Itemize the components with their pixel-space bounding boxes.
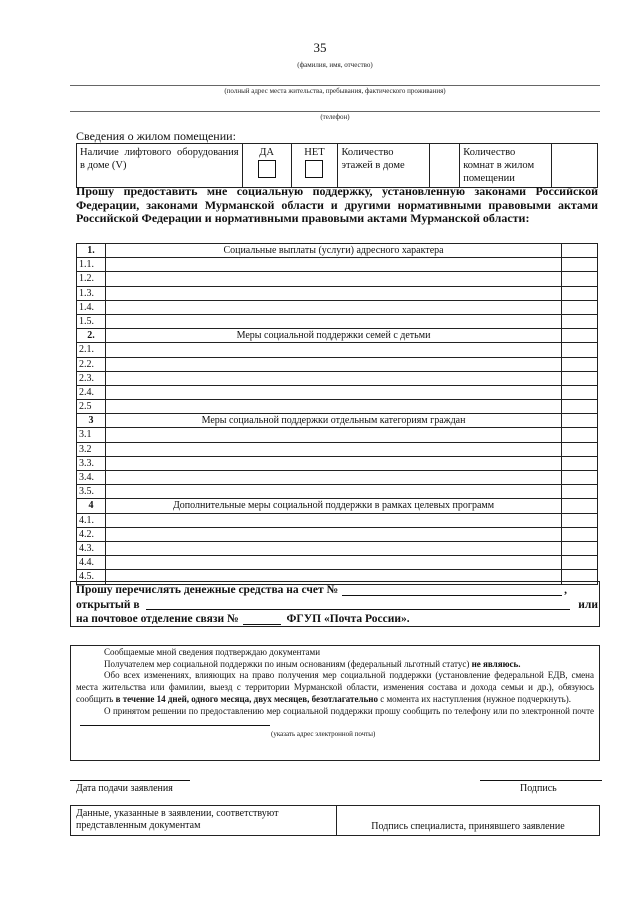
- item-mark-cell[interactable]: [562, 556, 598, 570]
- request-text: Прошу предоставить мне социальную поддержку, установленную законами Российской Федерации, законами Мурманской области и другими нормативными правовыми актами Российской Федерации и нормативными правовыми актами Мурманской области:: [76, 184, 598, 225]
- verification-text: Данные, указанные в заявлении, соответствуют представленным документам: [71, 806, 337, 836]
- item-number: 4.1.: [77, 513, 106, 527]
- item-text-cell[interactable]: [105, 272, 561, 286]
- address-line[interactable]: [70, 85, 600, 86]
- section-row: [77, 329, 598, 343]
- item-number: 3.4.: [77, 471, 106, 485]
- yes-label: ДА: [259, 147, 274, 158]
- item-number: 1.3.: [77, 286, 106, 300]
- section-number: 4: [77, 499, 106, 513]
- section-mark-cell[interactable]: [562, 329, 598, 343]
- item-number: 2.3.: [77, 371, 106, 385]
- item-number: 1.5.: [77, 314, 106, 328]
- item-row: [77, 286, 598, 300]
- notice-federal-bold: не являюсь.: [471, 658, 521, 669]
- notice-changes: [76, 670, 594, 705]
- item-text-cell[interactable]: [105, 371, 561, 385]
- phone-caption: (телефон): [320, 113, 350, 121]
- section-row: [77, 414, 598, 428]
- section-number: 1.: [77, 244, 106, 258]
- post-label: на почтовое отделение связи №: [76, 613, 239, 625]
- item-text-cell[interactable]: [105, 314, 561, 328]
- item-row: [77, 371, 598, 385]
- item-text-cell[interactable]: [105, 556, 561, 570]
- item-row: [77, 258, 598, 272]
- item-mark-cell[interactable]: [562, 442, 598, 456]
- item-mark-cell[interactable]: [562, 314, 598, 328]
- notice-federal: [76, 659, 594, 671]
- item-number: 2.2.: [77, 357, 106, 371]
- item-number: 3.3.: [77, 456, 106, 470]
- item-row: [77, 556, 598, 570]
- section-title: Дополнительные меры социальной поддержки в рамках целевых программ: [105, 499, 561, 513]
- item-number: 4.5.: [77, 570, 106, 584]
- notice-changes-tail: с момента их наступления (нужное подчеркнуть).: [377, 693, 572, 704]
- notice-confirm: Сообщаемые мной сведения подтверждаю документами: [104, 647, 321, 657]
- verification-table: [70, 805, 600, 836]
- section-mark-cell[interactable]: [562, 244, 598, 258]
- notice-decision-text: О принятом решении по предоставлению мер социальной поддержки прошу сообщить по телефону или по электронной почте: [104, 705, 594, 716]
- measures-table: [76, 243, 598, 585]
- account-comma: ,: [564, 584, 567, 596]
- item-row: [77, 357, 598, 371]
- signature-line[interactable]: [480, 780, 602, 781]
- no-cell: [291, 144, 338, 188]
- bank-label: открытый в: [76, 598, 140, 611]
- account-input[interactable]: [342, 584, 562, 596]
- phone-line[interactable]: [70, 111, 600, 112]
- item-text-cell[interactable]: [105, 456, 561, 470]
- section-row: [77, 244, 598, 258]
- email-caption: (указать адрес электронной почты): [271, 729, 376, 738]
- housing-table: [76, 143, 598, 188]
- notice-decision: [76, 706, 594, 730]
- item-row: [77, 527, 598, 541]
- floors-label: Количество этажей в доме: [338, 144, 430, 188]
- rooms-input[interactable]: [552, 144, 598, 188]
- item-text-cell[interactable]: [105, 385, 561, 399]
- post-line: [76, 612, 598, 627]
- item-row: [77, 513, 598, 527]
- item-row: [77, 485, 598, 499]
- item-number: 3.5.: [77, 485, 106, 499]
- item-mark-cell[interactable]: [562, 513, 598, 527]
- item-row: [77, 456, 598, 470]
- section-row: [77, 499, 598, 513]
- specialist-signature-cell[interactable]: [337, 806, 600, 836]
- bank-input[interactable]: [146, 598, 571, 610]
- floors-input[interactable]: [430, 144, 460, 188]
- yes-checkbox[interactable]: [258, 160, 276, 178]
- section-title: Социальные выплаты (услуги) адресного характера: [105, 244, 561, 258]
- item-mark-cell[interactable]: [562, 456, 598, 470]
- item-text-cell[interactable]: [105, 442, 561, 456]
- item-text-cell[interactable]: [105, 286, 561, 300]
- section-title: Меры социальной поддержки семей с детьми: [105, 329, 561, 343]
- item-mark-cell[interactable]: [562, 343, 598, 357]
- bank-line: [76, 598, 598, 613]
- date-line[interactable]: [70, 780, 190, 781]
- item-number: 1.2.: [77, 272, 106, 286]
- item-number: 3.1: [77, 428, 106, 442]
- item-row: [77, 272, 598, 286]
- notice-changes-text: Обо всех изменениях, влияющих на право получения мер социальной поддержки (установление федеральной ЕДВ, смена места жительства или фамилии, выезд с территории Мурманской области, изменения состава и дохода семьи и др.), обязуюсь сообщить: [76, 670, 594, 704]
- item-mark-cell[interactable]: [562, 258, 598, 272]
- item-text-cell[interactable]: [105, 400, 561, 414]
- item-mark-cell[interactable]: [562, 541, 598, 555]
- page-number: 35: [313, 40, 327, 55]
- section-title: Меры социальной поддержки отдельным категориям граждан: [105, 414, 561, 428]
- bank-or: или: [578, 598, 598, 611]
- item-text-cell[interactable]: [105, 300, 561, 314]
- item-text-cell[interactable]: [105, 485, 561, 499]
- payment-block: [76, 583, 598, 627]
- yes-cell: [242, 144, 291, 188]
- notice-federal-text: Получателем мер социальной поддержки по иным основаниям (федеральный льготный статус): [104, 658, 472, 669]
- item-mark-cell[interactable]: [562, 400, 598, 414]
- date-label: Дата подачи заявления: [76, 783, 173, 794]
- item-number: 1.4.: [77, 300, 106, 314]
- item-mark-cell[interactable]: [562, 357, 598, 371]
- item-row: [77, 471, 598, 485]
- item-mark-cell[interactable]: [562, 286, 598, 300]
- item-row: [77, 300, 598, 314]
- item-number: 4.2.: [77, 527, 106, 541]
- item-row: [77, 428, 598, 442]
- email-input[interactable]: [80, 717, 270, 726]
- item-text-cell[interactable]: [105, 258, 561, 272]
- item-row: [77, 314, 598, 328]
- notice-frame: [70, 645, 600, 761]
- item-number: 4.3.: [77, 541, 106, 555]
- item-text-cell[interactable]: [105, 471, 561, 485]
- item-mark-cell[interactable]: [562, 300, 598, 314]
- signature-label: Подпись: [520, 783, 557, 794]
- item-row: [77, 385, 598, 399]
- post-suffix: ФГУП «Почта России».: [286, 613, 410, 625]
- item-mark-cell[interactable]: [562, 272, 598, 286]
- item-number: 2.4.: [77, 385, 106, 399]
- item-number: 3.2: [77, 442, 106, 456]
- item-mark-cell[interactable]: [562, 371, 598, 385]
- item-number: 1.1.: [77, 258, 106, 272]
- item-text-cell[interactable]: [105, 343, 561, 357]
- notice-changes-deadlines[interactable]: в течение 14 дней, одного месяца, двух месяцев, безотлагательно: [115, 693, 378, 704]
- section-number: 3: [77, 414, 106, 428]
- item-row: [77, 400, 598, 414]
- item-row: [77, 442, 598, 456]
- fio-caption: (фамилия, имя, отчество): [297, 61, 373, 69]
- no-label: НЕТ: [304, 147, 325, 158]
- section-number: 2.: [77, 329, 106, 343]
- item-number: 4.4.: [77, 556, 106, 570]
- item-number: 2.1.: [77, 343, 106, 357]
- address-caption: (полный адрес места жительства, пребывания, фактического проживания): [224, 87, 446, 95]
- section-mark-cell[interactable]: [562, 499, 598, 513]
- item-mark-cell[interactable]: [562, 527, 598, 541]
- item-mark-cell[interactable]: [562, 428, 598, 442]
- account-label: Прошу перечислять денежные средства на счет №: [76, 584, 339, 596]
- item-row: [77, 541, 598, 555]
- item-text-cell[interactable]: [105, 527, 561, 541]
- item-text-cell[interactable]: [105, 357, 561, 371]
- no-checkbox[interactable]: [305, 160, 323, 178]
- account-line: [76, 583, 598, 598]
- rooms-label: Количество комнат в жилом помещении: [460, 144, 552, 188]
- housing-title: Сведения о жилом помещении:: [76, 129, 236, 143]
- specialist-signature-label: Подпись специалиста, принявшего заявление: [371, 821, 565, 832]
- item-mark-cell[interactable]: [562, 471, 598, 485]
- item-text-cell[interactable]: [105, 541, 561, 555]
- section-mark-cell[interactable]: [562, 414, 598, 428]
- item-text-cell[interactable]: [105, 428, 561, 442]
- item-text-cell[interactable]: [105, 513, 561, 527]
- post-office-input[interactable]: [243, 613, 281, 625]
- item-mark-cell[interactable]: [562, 385, 598, 399]
- item-mark-cell[interactable]: [562, 485, 598, 499]
- item-number: 2.5: [77, 400, 106, 414]
- item-row: [77, 343, 598, 357]
- elevator-label: Наличие лифтового оборудования в доме (V): [77, 144, 243, 188]
